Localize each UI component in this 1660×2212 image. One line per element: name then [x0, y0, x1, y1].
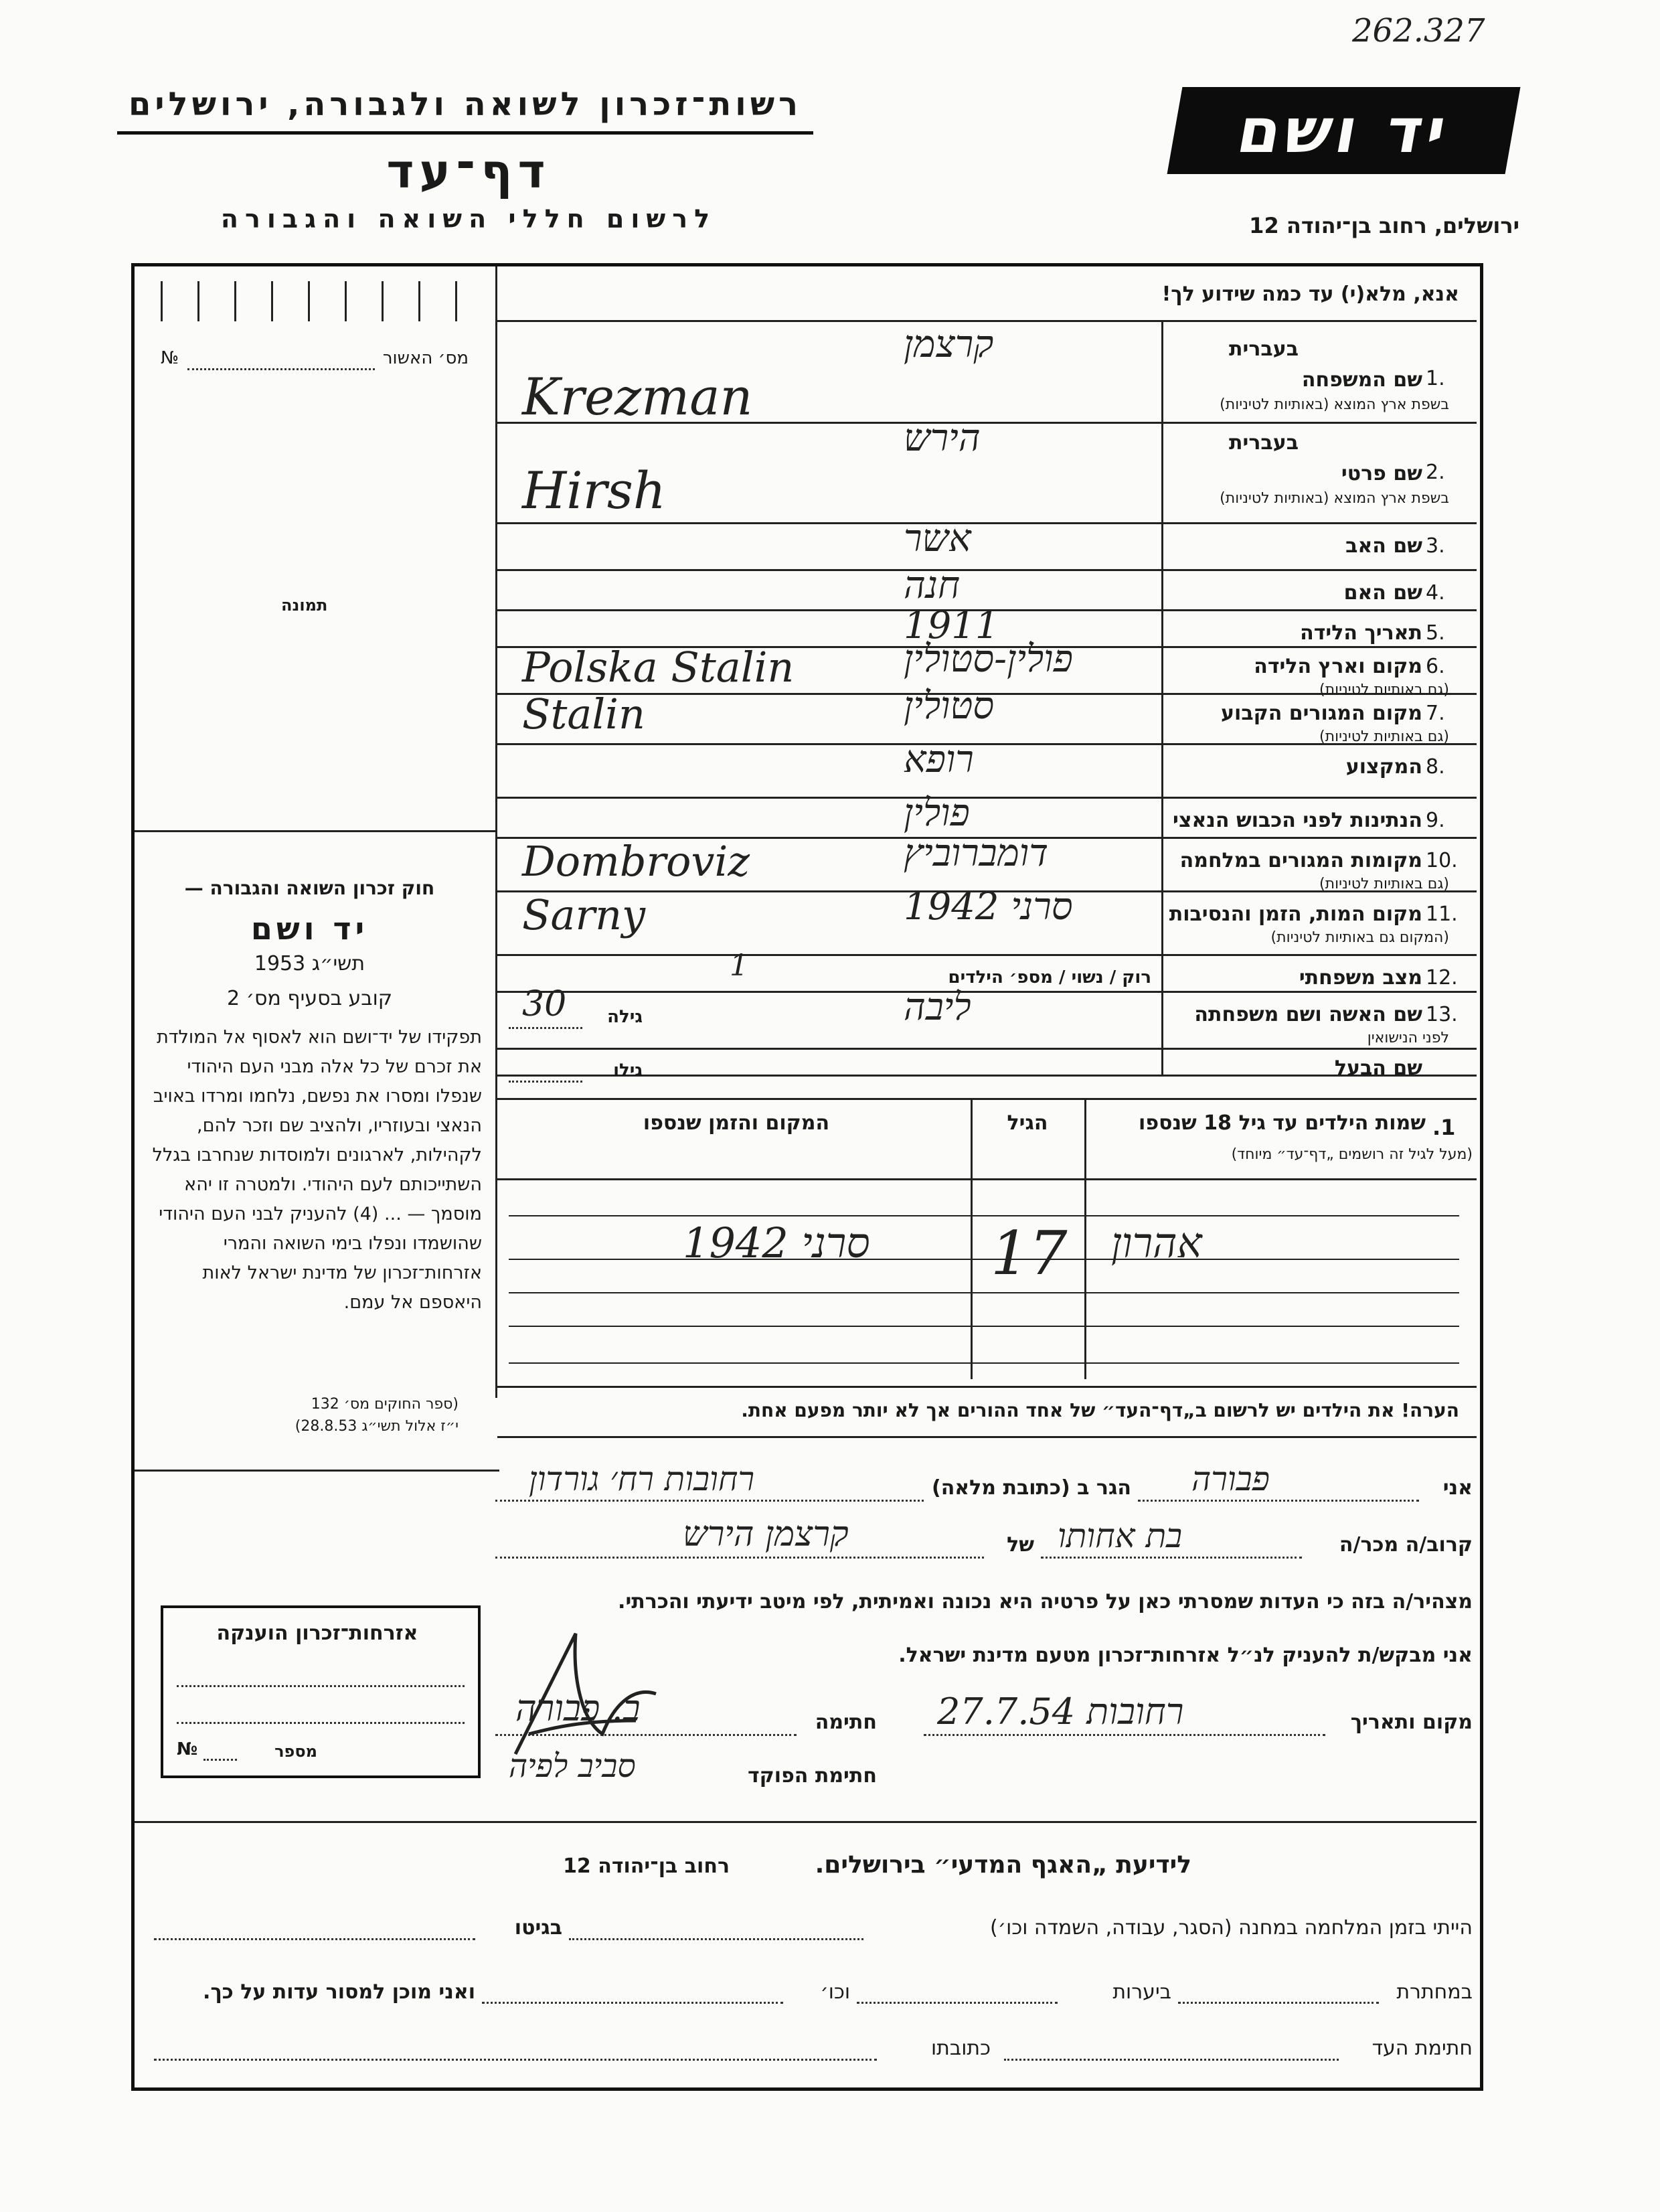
children-row-rule [509, 1362, 1459, 1364]
field-value-hebrew: סטולין [904, 684, 995, 728]
footer-line3-dots-b [154, 2059, 877, 2061]
field-label: המקצוע [1345, 755, 1422, 779]
field-value-latin: Dombroviz [522, 837, 750, 886]
decl-of-value: קרצמן הירש [683, 1514, 849, 1555]
field-number: 5. [1426, 621, 1445, 645]
footer-line2-a: במחתרת [1396, 1980, 1473, 2004]
decl-signature-label: חתימה [815, 1711, 877, 1734]
citizenship-box-title: אזרחות־זכרון הוענקה [216, 1622, 418, 1645]
field-label: שם הבעל [1334, 1056, 1422, 1080]
footer-line1-a: הייתי בזמן המלחמה במחנה (הסגר, עבודה, השמדה וכו׳) [989, 1916, 1473, 1940]
children-header-names: שמות הילדים עד גיל 18 שנספו [1139, 1111, 1426, 1135]
field-hebrew-tag: בעברית [1229, 337, 1299, 361]
law-year: תשי״ג 1953 [254, 952, 365, 975]
field-value-hebrew: דומברוביץ [904, 832, 1049, 875]
field-value-hebrew: ליבה [904, 985, 971, 1029]
field-value-hebrew: פולין-סטולין [904, 637, 1073, 681]
decl-request: אני מבקש/ת להעניק לנ״ל אזרחות־זכרון מטעם מדינת ישראל. [898, 1644, 1473, 1667]
note-bottom-rule [497, 1436, 1477, 1438]
field-value-hebrew: אשר [904, 517, 971, 560]
field-value-latin: Krezman [522, 367, 753, 426]
children-row-rule [509, 1215, 1459, 1216]
children-header-rule [497, 1178, 1477, 1180]
field-number: 11. [1426, 902, 1458, 926]
field-number: 7. [1426, 702, 1445, 725]
decl-of-line [495, 1557, 984, 1559]
instruction-text: אנא, מלא(י) עד כמה שידוע לך! [1161, 283, 1459, 306]
decl-name-line [1138, 1500, 1419, 1502]
field-label: מקום המות, הזמן והנסיבות [1169, 902, 1422, 926]
citizenship-box-number-label: מספר [274, 1742, 317, 1761]
field-label: מקומות המגורים במלחמה [1179, 849, 1422, 872]
photo-bottom-rule [135, 830, 496, 832]
decl-official-label: חתימת הפוקד [748, 1764, 877, 1788]
header-address: ירושלים, רחוב בן־יהודה 12 [1249, 213, 1519, 238]
field-number: 12. [1426, 966, 1458, 990]
field-row-rule [497, 522, 1477, 524]
photo-label: תמונה [281, 596, 328, 615]
field-number: 10. [1426, 849, 1458, 872]
approval-stamp-ticks [161, 281, 482, 321]
law-name: יד ושם [250, 911, 369, 947]
left-bottom-rule [135, 1470, 499, 1472]
decl-place-date-line [924, 1734, 1325, 1736]
citizenship-box-line1 [177, 1685, 465, 1687]
footer-line1-b: בגיטו [514, 1916, 562, 1940]
field-value-hebrew: סרני 1942 [904, 885, 1073, 929]
field-label: הנתינות לפני הכבוש הנאצי [1173, 809, 1422, 832]
law-body: תפקידו של יד־ושם הוא לאסוף אל המולדת את זכרם של כל אלה מבני העם היהודי שנפלו ומסרו את נפשם, נלחמו ומרדו באויב הנאצי ובעוזריו, ולהציב שם וזכר להם, לקהילות, לארגונים ולמוסדות שנחרבו בגלל השתייכותם לעם היהודי. ולמטרה זו יהא מוסמך — ... (4) להעניק לבני העם היהודי שהושמדו ונפלו בימי השואה והמרי אזרחות־זכרון של מדינת ישראל לאות היאספם אל עמם. [152, 1027, 482, 1313]
authority-name: רשות־זכרון לשואה ולגבורה, ירושלים [128, 86, 803, 123]
field-label: שם האם [1343, 581, 1422, 605]
field-value-hebrew: 1 [730, 949, 748, 983]
field-label: מקום המגורים הקבוע [1221, 702, 1422, 725]
field-row-rule [497, 991, 1477, 993]
footer-line2-c: וכו׳ [820, 1980, 850, 2004]
field-value-hebrew: 1911 [904, 604, 999, 647]
footer-line2-dots-a [1178, 2002, 1379, 2004]
approval-label: מס׳ האשור [382, 348, 469, 368]
decl-official-value: סביב לפיה [509, 1747, 636, 1785]
field-label: מקום וארץ הלידה [1254, 655, 1422, 678]
decl-place-date-label: מקום ותאריך [1350, 1711, 1473, 1734]
footer-line2-d: ואני מוכן למסור עדות על כך. [203, 1980, 475, 2004]
form-subtitle: לרשום חללי השואה והגבורה [220, 204, 717, 234]
field-note: (גם באותיות לטיניות) [1319, 728, 1449, 745]
children-col-age-left [971, 1098, 973, 1379]
children-col-age-right [1084, 1098, 1086, 1379]
field-value-hebrew: חנה [904, 564, 961, 607]
field-note: לפני הנישואין [1367, 1030, 1449, 1046]
law-title: חוק זכרון השואה והגבורה — [184, 877, 435, 899]
decl-relation-label: קרוב/ה מכר/ה [1339, 1533, 1473, 1557]
footer-line2-dots-c [482, 2002, 783, 2004]
field-number: 3. [1426, 534, 1445, 558]
field-note: (גם באותיות לטיניות) [1319, 876, 1449, 892]
decl-signature-value: ב. פבורה [515, 1687, 641, 1729]
marital-status-options: רוק / נשוי / מספ׳ הילדים [948, 967, 1151, 988]
field-label: שם האשה ושם משפחתה [1194, 1003, 1422, 1026]
footer-line2-dots-b [857, 2002, 1058, 2004]
field-number: 1. [1426, 367, 1445, 390]
citizenship-box-number-sym: № [177, 1739, 198, 1759]
field-number: 9. [1426, 809, 1445, 832]
footer-top-rule [135, 1821, 1477, 1823]
children-row-rule [509, 1326, 1459, 1327]
footer-line3-a: חתימת העד [1372, 2037, 1473, 2060]
children-top-rule [497, 1098, 1477, 1100]
footer-line3-b: כתובתו [931, 2037, 991, 2060]
field-label: תאריך הלידה [1300, 621, 1422, 645]
fields-divider [1161, 321, 1163, 1075]
decl-statement: מצהיר/ה בזה כי העדות שמסרתי כאן על פרטיה היא נכונה ואמיתית, לפי מיטב ידיעתי והכרתי. [618, 1590, 1473, 1613]
field-value-latin: Polska Stalin [522, 643, 795, 692]
field-row-rule [497, 1048, 1477, 1050]
field-row-rule [497, 954, 1477, 956]
child-age: 17 [991, 1218, 1068, 1289]
field-value-hebrew: פולין [904, 791, 970, 835]
form-title: דף־עד [386, 144, 551, 199]
yad-vashem-logo [1167, 87, 1521, 174]
child-name: אהרון [1111, 1218, 1202, 1267]
field-age-value: 30 [522, 984, 567, 1024]
note-text: הערה! את הילדים יש לרשום ב„דף־העד״ של אחד ההורים אך לא יותר מפעם אחת. [741, 1399, 1459, 1421]
field-row-rule [497, 797, 1477, 799]
children-header-names-note: (מעל לגיל זה רושמים „דף־עד״ מיוחד) [1231, 1146, 1473, 1163]
field-value-hebrew: הירש [904, 416, 981, 460]
decl-of-label: של [1007, 1533, 1034, 1557]
field-value-latin: Stalin [522, 690, 645, 738]
decl-relation-line [1041, 1557, 1302, 1559]
field-value-hebrew: קרצמן [904, 323, 994, 366]
law-clause: קובע בסעיף מס׳ 2 [226, 987, 393, 1010]
field-note: בשפת ארץ המוצא (באותיות לטיניות) [1220, 490, 1449, 507]
field-value-latin: Sarny [522, 890, 646, 939]
field-label: מצב משפחתי [1299, 966, 1422, 990]
children-header-age: הגיל [1007, 1111, 1048, 1135]
field-value-hebrew: רופא [904, 738, 974, 781]
field-hebrew-tag: בעברית [1229, 431, 1299, 455]
field-number: 13. [1426, 1003, 1458, 1026]
decl-address-value: רחובות רח׳ גורדון [529, 1459, 755, 1498]
children-row-rule [509, 1292, 1459, 1293]
approval-dotted [187, 368, 375, 370]
field-value-latin: Hirsh [522, 461, 666, 520]
note-top-rule [497, 1386, 1477, 1388]
approval-no: № [161, 348, 179, 368]
instruction-divider [495, 266, 497, 1398]
law-date: י״ז אלול תשי״ג 28.8.53) [295, 1418, 459, 1435]
footer-title: לידיעת „האגף המדעי״ בירושלים. [815, 1851, 1191, 1879]
law-reference: (ספר החוקים מס׳ 132 [311, 1396, 459, 1413]
field-age-line [509, 1081, 582, 1083]
field-label: שם פרטי [1341, 462, 1422, 485]
citizenship-box-number-line [203, 1759, 237, 1761]
field-number: 8. [1426, 755, 1445, 779]
footer-line1-dots-a [569, 1938, 863, 1940]
citizenship-box [161, 1605, 481, 1778]
field-age-label: גילה [607, 1007, 643, 1027]
field-number: 2. [1426, 461, 1445, 484]
field-note: (גם באותיות לטיניות) [1319, 682, 1449, 698]
children-num: 1. [1432, 1115, 1456, 1140]
field-label: שם האב [1345, 534, 1422, 558]
decl-relation-value: בת אחותו [1058, 1516, 1183, 1555]
field-number: 6. [1426, 655, 1445, 678]
child-place: סרני 1942 [683, 1218, 870, 1267]
field-number: 4. [1426, 581, 1445, 605]
logo-text: יד ושם [1232, 94, 1456, 167]
decl-lives-in: הגר ב (כתובת מלאה) [931, 1476, 1131, 1500]
field-note: בשפת ארץ המוצא (באותיות לטיניות) [1220, 396, 1449, 413]
children-row-rule [509, 1259, 1459, 1260]
children-header-place: המקום והזמן שנספו [643, 1111, 830, 1135]
footer-line1-dots-b [154, 1938, 475, 1940]
citizenship-box-line2 [177, 1722, 465, 1724]
instruction-rule [497, 320, 1477, 322]
archive-number: 262.327 [1352, 12, 1485, 50]
footer-line2-b: ביערות [1112, 1980, 1171, 2004]
footer-line3-dots-a [1004, 2059, 1339, 2061]
decl-ani: אני [1442, 1476, 1473, 1500]
decl-address-line [495, 1500, 924, 1502]
field-label: שם המשפחה [1301, 368, 1422, 392]
decl-place-date-value: רחובות 27.7.54 [937, 1690, 1184, 1733]
footer-address: רחוב בן־יהודה 12 [563, 1854, 730, 1878]
header-underline [117, 131, 813, 135]
signature-scribble [502, 1620, 676, 1781]
field-age-label: גילו [613, 1060, 643, 1081]
field-row-rule [497, 569, 1477, 571]
decl-name-value: פבורה [1191, 1459, 1270, 1498]
field-note: (המקום גם באותיות לטיניות) [1270, 929, 1449, 946]
field-age-line [509, 1027, 582, 1029]
